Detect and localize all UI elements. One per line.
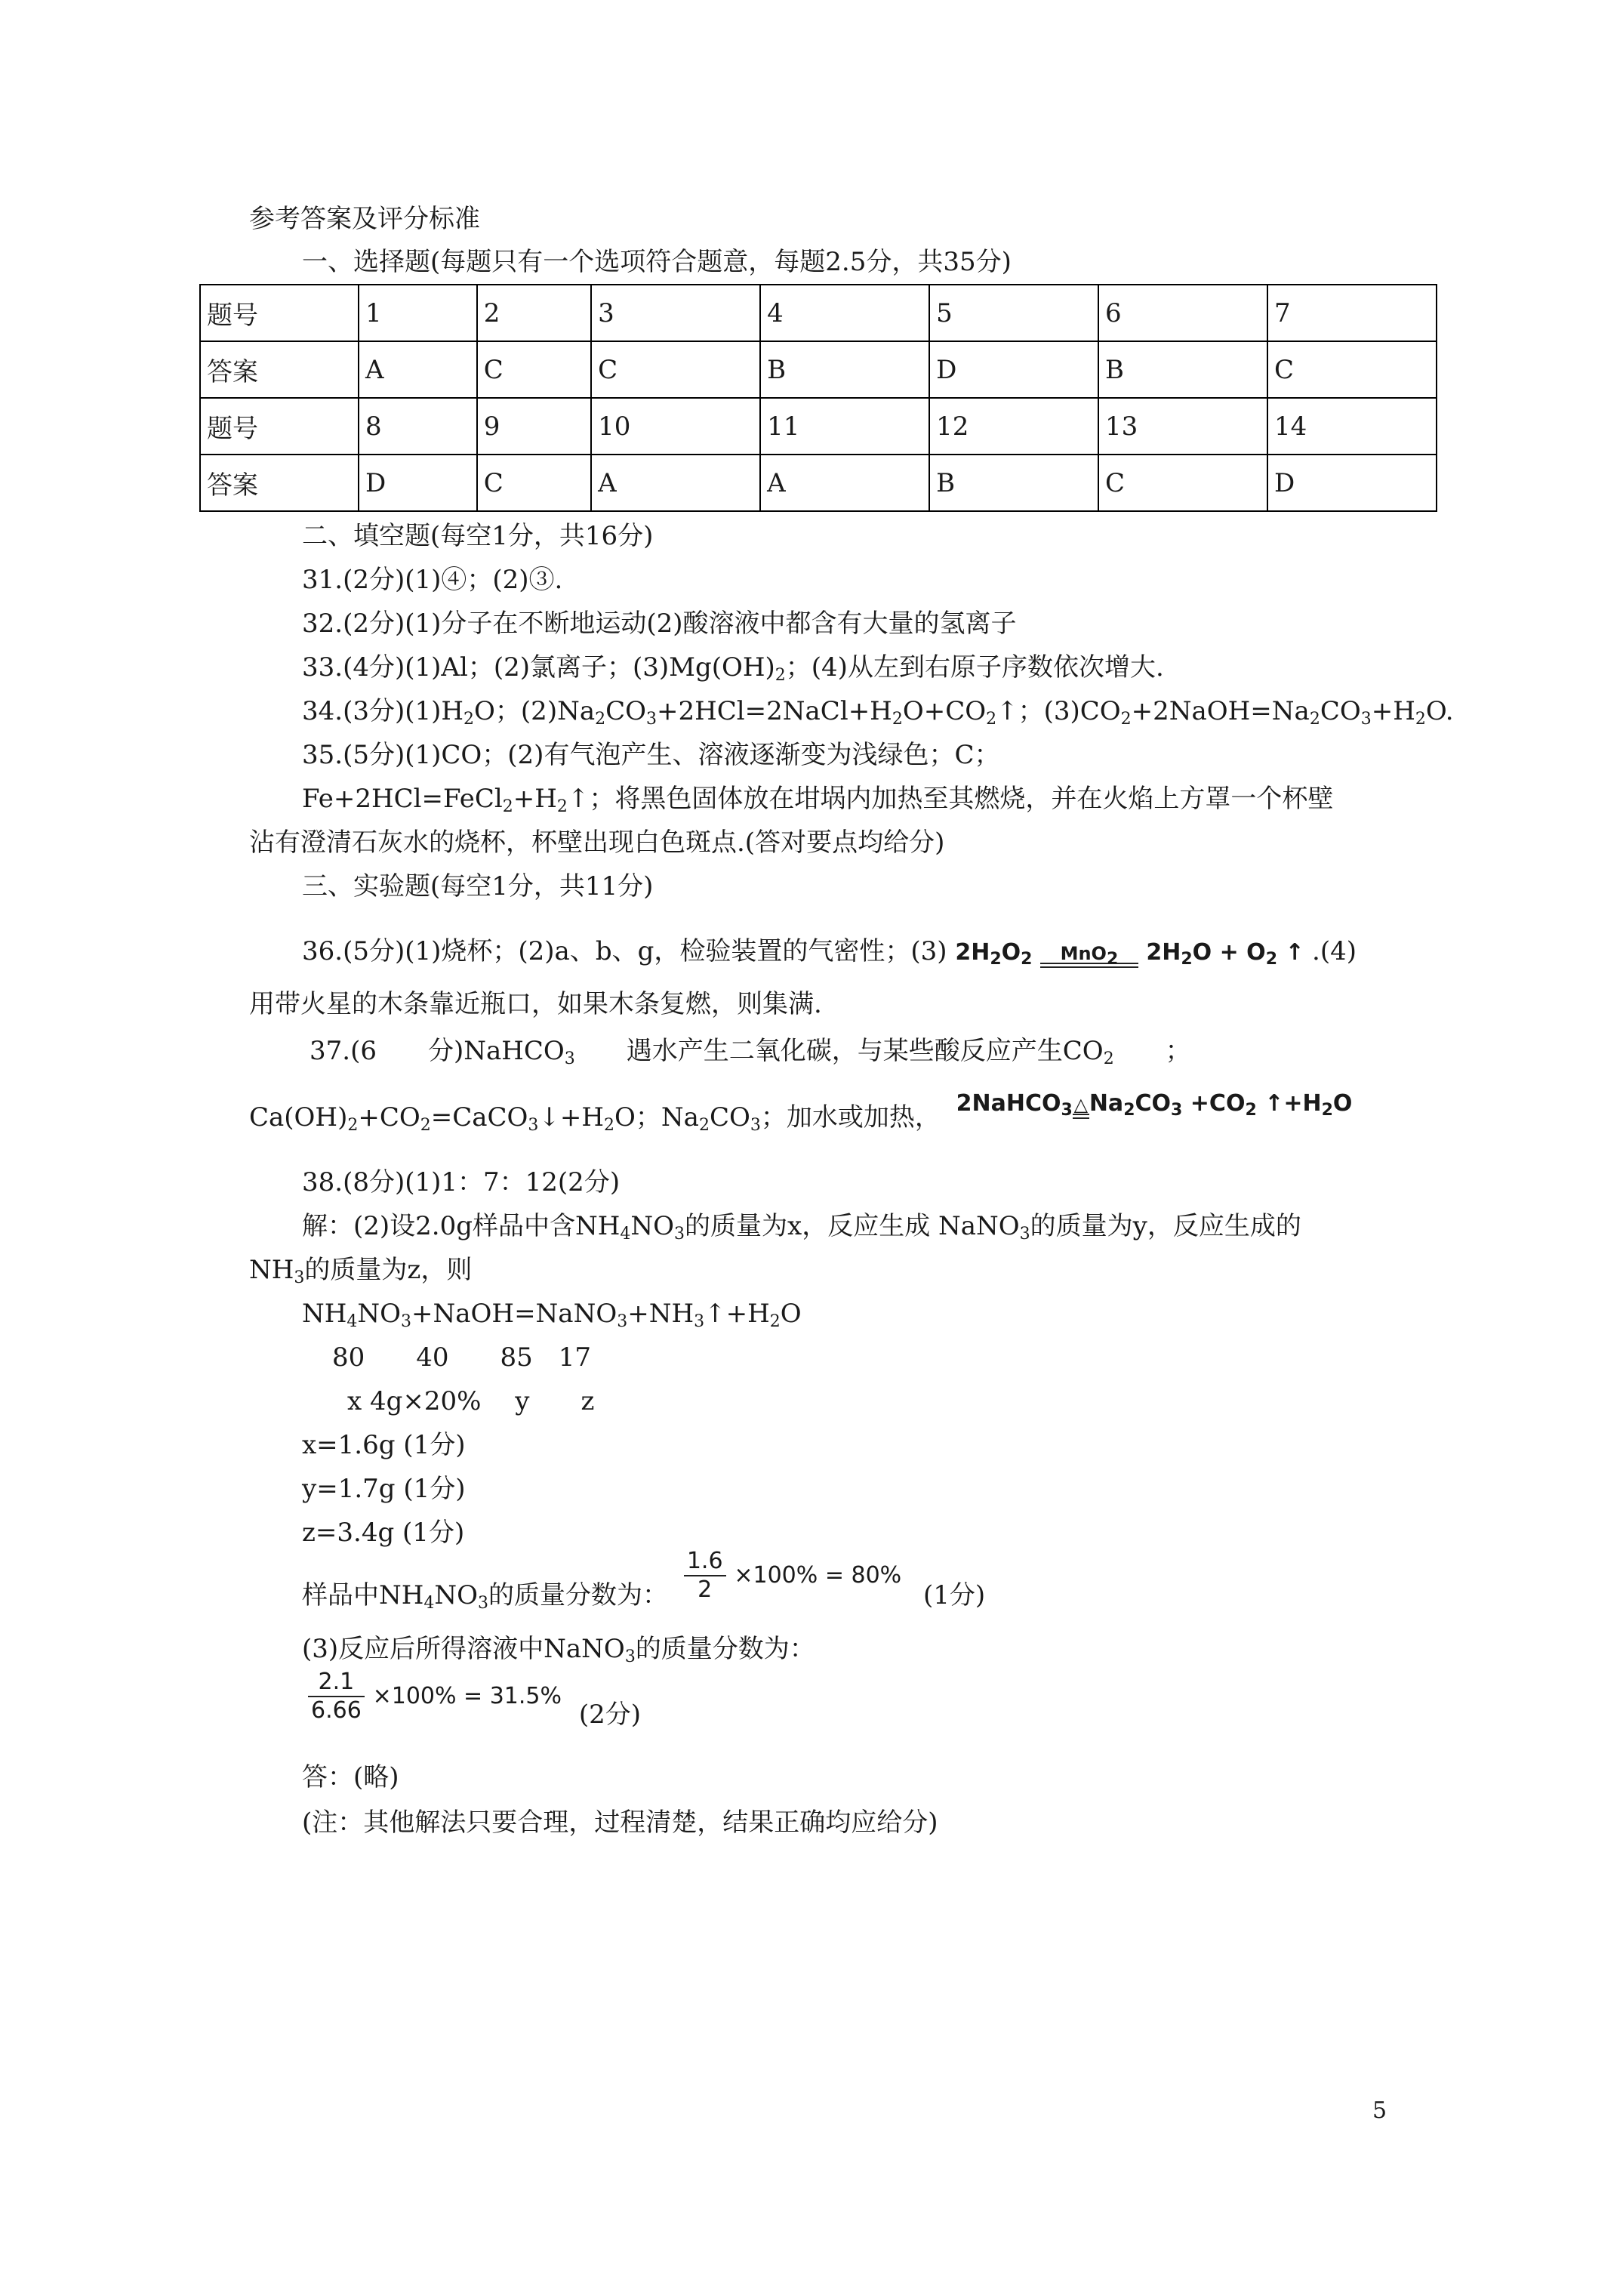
equation-part: +CO: [1190, 1090, 1246, 1117]
equation-part: ↑: [1285, 939, 1304, 966]
table-cell: 题号: [200, 398, 359, 455]
table-cell: C: [477, 341, 591, 398]
equation-part: NH: [302, 1299, 347, 1329]
answer-35-part: +H: [513, 784, 557, 814]
answer-31: 31.(2分)(1)④；(2)③.: [302, 565, 563, 595]
answer-36: [302, 936, 1357, 968]
answer-34-part: +2HCl=2NaCl+H: [657, 696, 892, 726]
table-cell: 11: [760, 398, 929, 455]
answer-34-part: O.: [1425, 696, 1454, 726]
table-row: [200, 398, 1437, 455]
answer-37-part: ；: [1113, 1036, 1191, 1066]
answer-38: 38.(8分)(1)1：7：12(2分): [302, 1167, 621, 1197]
answer-37-part: ；加水或加热，: [760, 1102, 941, 1133]
answer-36-tail: .(4): [1312, 936, 1357, 966]
table-cell: A: [591, 455, 760, 511]
answer-33-text-a: 33.(4分)(1)Al；(2)氯离子；(3)Mg(OH): [302, 652, 775, 683]
table-cell: D: [1267, 455, 1437, 511]
catalyst-arrow: MnO$_2$: [1040, 945, 1138, 968]
answer-34-part: ↑；(3)CO: [996, 696, 1121, 726]
table-row: [200, 285, 1437, 341]
answer-37-part: 遇水产生二氧化碳，与某些酸反应产生CO: [574, 1036, 1104, 1066]
answer-34-part: CO: [1320, 696, 1361, 726]
section3-heading: 三、实验题(每空1分，共11分): [302, 871, 654, 901]
solution-part: (3)反应后所得溶液中NaNO: [302, 1634, 625, 1664]
answer-33-text-b: ；(4)从左到右原子序数依次增大.: [785, 652, 1164, 683]
grading-note: (注：其他解法只要合理，过程清楚，结果正确均应给分): [302, 1808, 938, 1838]
fraction-1: [684, 1548, 726, 1604]
section2-heading: 二、填空题(每空1分，共16分): [302, 521, 654, 551]
answer-35-line3: 沾有澄清石灰水的烧杯，杯壁出现白色斑点.(答对要点均给分): [249, 827, 945, 858]
solution-part: 的质量分数为：: [635, 1634, 815, 1664]
fraction-denominator: 6.66: [311, 1697, 362, 1724]
answer-38-solution: 解：(2)设2.0g样品中含$NH_4NO_3$的质量为x，反应生成 NaNO$_3$的质量为y，反应生成的: [302, 1211, 1301, 1244]
table-cell: D: [359, 455, 477, 511]
fraction-denominator: 2: [698, 1576, 713, 1603]
catalyst-label: MnO: [1060, 943, 1107, 964]
equation-part: CO: [1135, 1090, 1172, 1117]
equation-part: ↑+H: [1264, 1090, 1322, 1117]
answer-37-part: Ca(OH): [249, 1102, 348, 1133]
page-number: 5: [1372, 2097, 1387, 2124]
answer-34-part: CO: [605, 696, 646, 726]
table-cell: 1: [359, 285, 477, 341]
heat-sign: [1073, 1096, 1089, 1119]
answer-37-part: =CaCO: [430, 1102, 528, 1133]
answer-35-line2: $Fe+2HCl=FeCl_2+H_2↑$；将黑色固体放在坩埚内加热至其燃烧，并在火焰上方罩一个杯壁: [302, 784, 1334, 816]
table-cell: 13: [1098, 398, 1267, 455]
table-cell: A: [760, 455, 929, 511]
answer-36-line2: 用带火星的木条靠近瓶口，如果木条复燃，则集满.: [249, 989, 822, 1019]
answer-37-line2: $Ca(OH)_2+CO_2=CaCO_3↓+H_2O$；$Na_2CO_3$；加水或加热， 2NaHCO$_3$ △ $Na_2CO_3 +CO_2$ $↑+H_2O$: [249, 1090, 1353, 1135]
heat-symbol: △: [1073, 1094, 1089, 1115]
fraction-2: [308, 1669, 365, 1724]
result-y: y=1.7g (1分): [302, 1474, 466, 1504]
answer-38-part: NH: [249, 1255, 294, 1285]
table-cell: C: [1098, 455, 1267, 511]
answer-38-part: 解：(2)设2.0g样品中含NH: [302, 1211, 621, 1241]
equation-nahco3: 2NaHCO$_3$ △ $Na_2CO_3 +CO_2$ $↑+H_2O$: [956, 1090, 1353, 1120]
answer-37-part: +CO: [358, 1102, 420, 1133]
answer-35: 35.(5分)(1)CO；(2)有气泡产生、溶液逐渐变为浅绿色；C；: [302, 740, 1000, 770]
answer-32: 32.(2分)(1)分子在不断地运动(2)酸溶液中都含有大量的氢离子: [302, 609, 1017, 639]
table-cell: C: [1267, 341, 1437, 398]
equation-part: ↑+H: [704, 1299, 770, 1329]
table-cell: 4: [760, 285, 929, 341]
answer-38-part: 的质量为x，反应生成 NaNO: [685, 1211, 1020, 1241]
table-cell: 3: [591, 285, 760, 341]
table-cell: D: [929, 341, 1098, 398]
equation-part: 2H: [955, 939, 990, 966]
table-cell: B: [760, 341, 929, 398]
mass-fraction-line-2: [308, 1669, 642, 1730]
table-cell: 7: [1267, 285, 1437, 341]
answer-35-part: ↑；将黑色固体放在坩埚内加热至其燃烧，并在火焰上方罩一个杯壁: [567, 784, 1334, 814]
equation-part: 2H: [1146, 939, 1181, 966]
equation-part: Na: [1089, 1090, 1124, 1117]
answer-38-part: 的质量为z，则: [304, 1255, 473, 1285]
equation-part: NO: [357, 1299, 402, 1329]
equation-h2o2: $2H_2O_2$ MnO$_2$ $2H_2O + O_2$ ↑: [955, 939, 1304, 969]
table-cell: 9: [477, 398, 591, 455]
document-title: 参考答案及评分标准: [249, 204, 480, 234]
answer-37-part: O；Na: [614, 1102, 699, 1133]
table-row: [200, 341, 1437, 398]
table-cell: 答案: [200, 455, 359, 511]
answer-35-part: Fe+2HCl=FeCl: [302, 784, 503, 814]
answer-36-text: 36.(5分)(1)烧杯；(2)a、b、g，检验装置的气密性；(3): [302, 936, 947, 966]
table-row: [200, 455, 1437, 511]
equation-part: O: [1332, 1090, 1353, 1117]
table-cell: 10: [591, 398, 760, 455]
table-cell: 12: [929, 398, 1098, 455]
table-cell: 答案: [200, 341, 359, 398]
mass-fraction-label: NO: [434, 1580, 479, 1610]
molar-masses: 80 40 85 17: [332, 1342, 592, 1373]
answer-38-part: NO: [630, 1211, 675, 1241]
equation-part: O: [780, 1299, 802, 1329]
equation-part: +NH: [627, 1299, 694, 1329]
table-cell: C: [477, 455, 591, 511]
mass-fraction-label: 样品中NH: [302, 1580, 424, 1610]
answer-37: 37.(6 分)NaHCO$_3$ 遇水产生二氧化碳，与某些酸反应产生$CO_2$ ；: [310, 1036, 1191, 1068]
solution-fraction-heading: (3)反应后所得溶液中NaNO$_3$的质量分数为：: [302, 1634, 815, 1666]
answer-34-part: O+CO: [902, 696, 987, 726]
mass-fraction-line: 样品中$NH_4NO_3$的质量分数为： $\frac{1.6}{2}$ ×100% = 80% (1分): [302, 1548, 986, 1613]
reaction-equation: $NH_4NO_3+NaOH=NaNO_3+NH_3↑+H_2O$: [302, 1299, 802, 1331]
fraction-result: ×100% = 31.5%: [372, 1683, 562, 1709]
result-z: z=3.4g (1分): [302, 1518, 465, 1548]
table-cell: B: [1098, 341, 1267, 398]
answer-38-line2: $NH_3$的质量为z，则: [249, 1255, 473, 1287]
answer-34-part: 34.(3分)(1)H: [302, 696, 464, 726]
answer-34: 34.(3分)$(1)H_2O$；$(2)Na_2CO_3+2HCl=2NaCl+H_2O+CO_2↑$；$(3)CO_2+2NaOH=Na_2CO_3+H_2O$.: [302, 696, 1454, 729]
equation-part: O + O: [1192, 939, 1266, 966]
final-answer: 答：(略): [302, 1762, 399, 1792]
table-cell: 2: [477, 285, 591, 341]
table-cell: B: [929, 455, 1098, 511]
fraction-numerator: 2.1: [308, 1669, 365, 1697]
answer-34-part: O；(2)Na: [474, 696, 596, 726]
score-note: (1分): [922, 1580, 986, 1610]
answer-37-part: CO: [709, 1102, 750, 1133]
answer-33: 33.(4分)(1)Al；(2)氯离子；$(3)Mg(OH)_2$；(4)从左到右原子序数依次增大.: [302, 652, 1164, 685]
answer-38-part: 的质量为y，反应生成的: [1030, 1211, 1301, 1241]
equation-part: +NaOH=NaNO: [411, 1299, 617, 1329]
table-cell: 8: [359, 398, 477, 455]
table-cell: A: [359, 341, 477, 398]
mass-fraction-label: 的质量分数为：: [488, 1580, 669, 1610]
answer-37-part: ↓+H: [538, 1102, 605, 1133]
unknowns: x 4g×20% y z: [347, 1386, 595, 1416]
table-cell: 14: [1267, 398, 1437, 455]
answer-table: [199, 284, 1437, 512]
answer-34-part: +H: [1371, 696, 1415, 726]
table-cell: 题号: [200, 285, 359, 341]
equation-part: 2NaHCO: [956, 1090, 1061, 1117]
table-cell: 5: [929, 285, 1098, 341]
fraction-numerator: 1.6: [684, 1548, 726, 1576]
table-cell: 6: [1098, 285, 1267, 341]
answer-34-part: +2NaOH=Na: [1131, 696, 1310, 726]
table-cell: C: [591, 341, 760, 398]
fraction-result: ×100% = 80%: [734, 1562, 902, 1589]
section1-heading: 一、选择题(每题只有一个选项符合题意，每题2.5分，共35分): [302, 247, 1012, 277]
result-x: x=1.6g (1分): [302, 1430, 466, 1460]
score-note: (2分): [578, 1700, 642, 1730]
answer-37-part: 37.(6 分)NaHCO: [310, 1036, 565, 1066]
